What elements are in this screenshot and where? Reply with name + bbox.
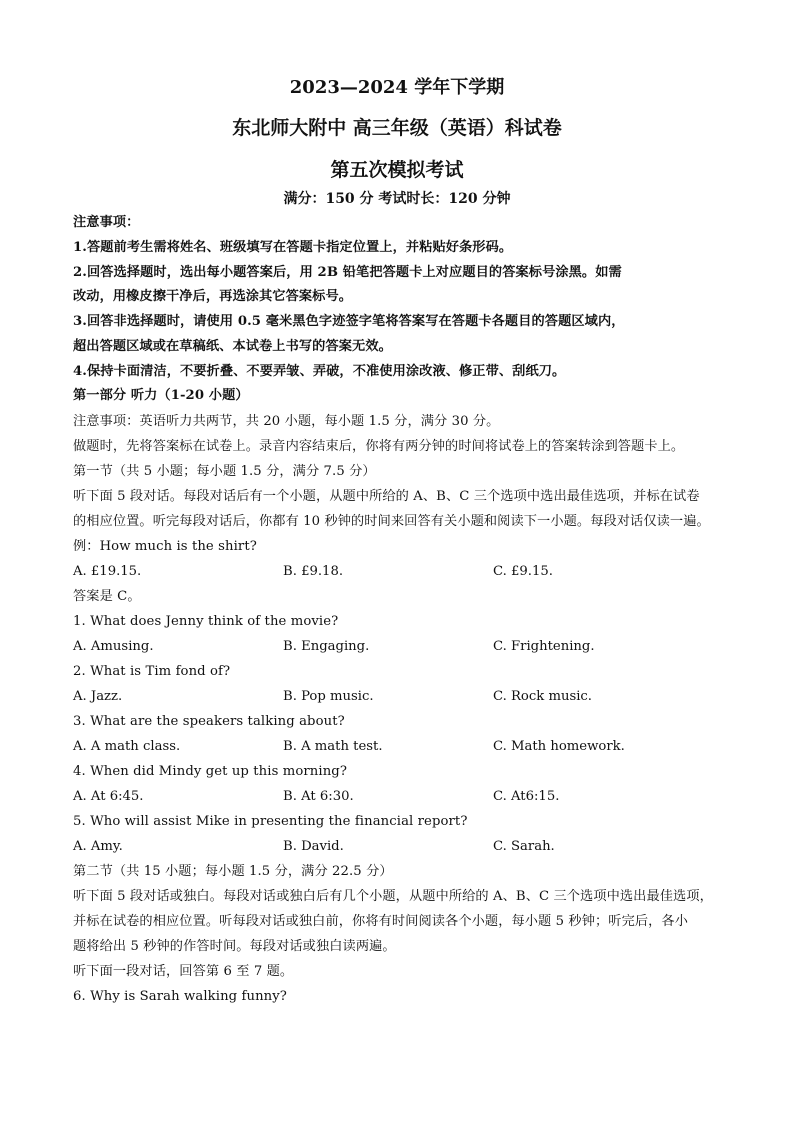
- question-6: 6. Why is Sarah walking funny?: [73, 989, 287, 1004]
- notice-item-2a: 2.回答选择题时，选出每小题答案后，用 2B 铅笔把答题卡上对应题目的答案标号涂黑。如需: [73, 265, 622, 280]
- notice-item-3a: 3.回答非选择题时，请使用 0.5 毫米黑色字迹签字笔将答案写在答题卡各题目的答题区域内，: [73, 314, 625, 329]
- notice-item-3b: 超出答题区域或在草稿纸、本试卷上书写的答案无效。: [73, 339, 392, 354]
- notice-item-1: 1.答题前考生需将姓名、班级填写在答题卡指定位置上，并粘贴好条形码。: [73, 240, 513, 255]
- school-exam-title: 东北师大附中 高三年级（英语）科试卷: [232, 117, 562, 139]
- exam-name-title: 第五次模拟考试: [330, 159, 464, 181]
- question-2-option-a: A. Jazz.: [73, 689, 123, 704]
- question-4-option-c: C. At6:15.: [493, 789, 560, 804]
- section1-heading: 第一节（共 5 小题；每小题 1.5 分，满分 7.5 分）: [73, 464, 376, 479]
- question-2: 2. What is Tim fond of?: [73, 664, 231, 679]
- question-5-option-c: C. Sarah.: [493, 839, 555, 854]
- example-question: 例：How much is the shirt?: [73, 539, 257, 554]
- question-3-option-b: B. A math test.: [283, 739, 383, 754]
- question-1-option-a: A. Amusing.: [73, 639, 154, 654]
- question-4-option-b: B. At 6:30.: [283, 789, 354, 804]
- question-4-option-a: A. At 6:45.: [73, 789, 144, 804]
- question-5-option-b: B. David.: [283, 839, 344, 854]
- section2-instruction-a: 听下面 5 段对话或独白。每段对话或独白后有几个小题，从题中所给的 A、B、C 三个选项中选出最佳选项，: [73, 889, 713, 904]
- notice-item-4: 4.保持卡面清洁，不要折叠、不要弄皱、弄破，不准使用涂改液、修正带、刮纸刀。: [73, 364, 566, 379]
- notice-heading: 注意事项：: [73, 215, 140, 230]
- part1-note-2: 做题时，先将答案标在试卷上。录音内容结束后，你将有两分钟的时间将试卷上的答案转涂到答题卡上。: [73, 439, 685, 454]
- section2-instruction-c: 题将给出 5 秒钟的作答时间。每段对话或独白读两遍。: [73, 939, 396, 954]
- question-3-option-c: C. Math homework.: [493, 739, 625, 754]
- question-3-option-a: A. A math class.: [73, 739, 181, 754]
- section1-instruction-a: 听下面 5 段对话。每段对话后有一个小题，从题中所给的 A、B、C 三个选项中选出最佳选项，并标在试卷: [73, 489, 700, 504]
- example-option-c: C. £9.15.: [493, 564, 553, 579]
- question-3: 3. What are the speakers talking about?: [73, 714, 345, 729]
- dialog-intro: 听下面一段对话，回答第 6 至 7 题。: [73, 964, 294, 979]
- section1-instruction-b: 的相应位置。听完每段对话后，你都有 10 秒钟的时间来回答有关小题和阅读下一小题。每段对话仅读一遍。: [73, 514, 710, 529]
- section2-heading: 第二节（共 15 小题；每小题 1.5 分，满分 22.5 分）: [73, 864, 393, 879]
- part1-note-1: 注意事项：英语听力共两节，共 20 小题，每小题 1.5 分，满分 30 分。: [73, 414, 500, 429]
- question-4: 4. When did Mindy get up this morning?: [73, 764, 348, 779]
- question-1-option-c: C. Frightening.: [493, 639, 595, 654]
- question-2-option-c: C. Rock music.: [493, 689, 593, 704]
- term-title: 2023—2024 学年下学期: [289, 77, 505, 98]
- question-5: 5. Who will assist Mike in presenting the financial report?: [73, 814, 468, 829]
- example-option-a: A. £19.15.: [73, 564, 142, 579]
- question-1: 1. What does Jenny think of the movie?: [73, 614, 339, 629]
- part1-heading: 第一部分 听力（1-20 小题）: [73, 388, 249, 403]
- example-option-b: B. £9.18.: [283, 564, 344, 579]
- section2-instruction-b: 并标在试卷的相应位置。听每段对话或独白前，你将有时间阅读各个小题，每小题 5 秒钟；听完后，各小: [73, 914, 689, 929]
- question-2-option-b: B. Pop music.: [283, 689, 374, 704]
- score-time-line: 满分：150 分 考试时长：120 分钟: [283, 191, 511, 207]
- question-1-option-b: B. Engaging.: [283, 639, 370, 654]
- notice-item-2b: 改动，用橡皮擦干净后，再选涂其它答案标号。: [73, 289, 353, 304]
- question-5-option-a: A. Amy.: [73, 839, 123, 854]
- example-answer: 答案是 C。: [73, 589, 141, 604]
